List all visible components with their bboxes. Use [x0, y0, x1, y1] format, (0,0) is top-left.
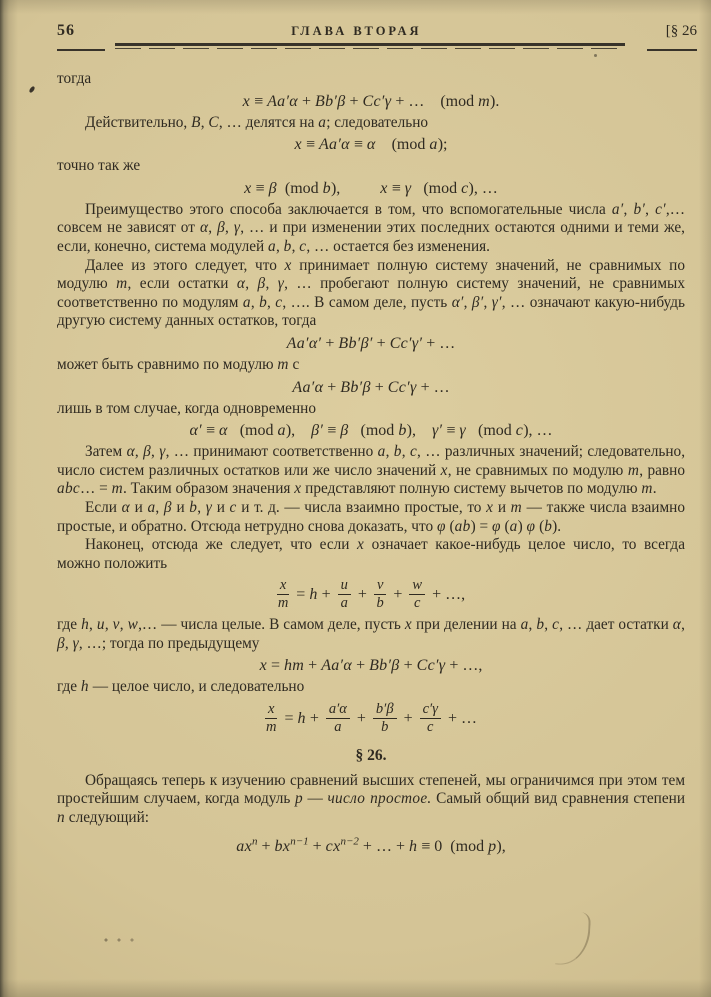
- paragraph-dalee: Далее из этого следует, что x принимает полную систему значений, не сравнимых по модулю m, если остатки α, β, γ, … пробегают полную систему значений, не сравнимых соответственно по модулям a, b, c, …. В самом деле, пусть α′, β′, γ′, … означают какую-нибудь другую систему данных остатков, тогда: [57, 256, 685, 330]
- fraction-v-over-b: $\frac{v}{b}$: [374, 578, 386, 611]
- paragraph-zatem: Затем α, β, γ, … принимают соответственно a, b, c, … различных значений; следовательно, число систем различных остатков или же число значений x, не сравнимых по модулю m, равно abc… = m. Таким образом значения x представляют полную систему вычетов по модулю m.: [57, 443, 686, 498]
- fraction-x-over-m: $\frac{x}{m}$: [277, 577, 289, 612]
- display-formula-3: x ≡ β (mod b), x ≡ γ (mod c), …: [244, 179, 498, 197]
- rule-segment-dashed: [115, 48, 625, 49]
- italic-phrase-chislo-prostoe: число простое.: [327, 790, 432, 808]
- display-formula-4: Aa′α′ + Bb′β′ + Cc′γ′ + …: [286, 334, 456, 352]
- section-heading-26: § 26.: [355, 747, 387, 765]
- lead-in-tochno-tak-zhe: точно так же: [57, 157, 141, 175]
- display-formula-9-fractions: $\frac{x}{m}$ = h + $\frac{a'\alpha}{a}$ + $\frac{b'\beta}{b}$ + $\frac{c'\gamma}{c}$ + …: [266, 701, 477, 736]
- fraction-u-over-a: $\frac{u}{a}$: [338, 578, 351, 611]
- paragraph-deistvitelno: Действительно, B, C, … делятся на a; следовательно: [85, 113, 429, 131]
- running-chapter-title: ГЛАВА ВТОРАЯ: [291, 24, 422, 38]
- ink-speck-small: [594, 54, 597, 57]
- fraction-a-alpha-over-a: $\frac{a'\alpha}{a}$: [326, 702, 350, 735]
- line-lish-v-tom: лишь в том случае, когда одновременно: [57, 399, 316, 417]
- paragraph-preimushchestvo: Преимущество этого способа заключается в том, что вспомогательные числа a′, b′, c′,… совсем не зависят от α, β, γ, … и при изменении этих последних остаются одними и теми же, если, конечно, система модулей a, b, c, … остается без изменения.: [57, 200, 686, 255]
- page-header: [57, 22, 697, 40]
- line-mozhet-byt: может быть сравнимо по модулю m с: [57, 355, 300, 373]
- lead-in-togda: тогда: [57, 70, 92, 87]
- page-number: 56: [57, 22, 75, 39]
- paragraph-esli: Если α и a, β и b, γ и c и т. д. — числа взаимно простые, то x и m — также числа взаимно простые, и обратно. Отсюда нетрудно снова доказать, что φ (ab) = φ (a) φ (b).: [57, 498, 686, 535]
- rule-segment-left: [57, 49, 105, 51]
- display-formula-7-fractions: $\frac{x}{m}$ = h + $\frac{u}{a}$ + $\frac{v}{b}$ + $\frac{w}{c}$ + …,: [277, 577, 466, 612]
- paragraph-gde-h-u-v-w: где h, u, v, w,… — числа целые. В самом деле, пусть x при делении на a, b, c, … дает остатки α, β, γ, …; тогда по предыдущему: [57, 616, 685, 652]
- rule-segment-right: [647, 49, 697, 51]
- line-gde-h-tseloe: где h — целое число, и следовательно: [57, 678, 305, 696]
- paragraph-obrashchayas: Обращаясь теперь к изучению сравнений высших степеней, мы ограничимся при этом тем простейшим случаем, когда модуль p — число простое. Самый общий вид сравнения степени n следующий:: [57, 771, 686, 826]
- display-formula-2: x ≡ Aa′α ≡ α (mod a);: [294, 136, 448, 154]
- paragraph-nakonets: Наконец, отсюда же следует, что если x означает какое-нибудь целое число, то всегда можно положить: [57, 536, 685, 572]
- display-formula-6: α′ ≡ α (mod a), β′ ≡ β (mod b), γ′ ≡ γ (mod c), …: [189, 422, 553, 440]
- display-formula-1: x ≡ Aa′α + Bb′β + Cc′γ + … (mod m).: [242, 92, 500, 110]
- faint-dots-artifact: [103, 938, 137, 942]
- fraction-c-gamma-over-c: $\frac{c'\gamma}{c}$: [420, 702, 441, 735]
- fraction-x-over-m-2: $\frac{x}{m}$: [266, 701, 277, 736]
- display-formula-10: $ax^n + bx^{n-1} + cx^{n-2}$ + … + h ≡ 0 (mod p),: [236, 836, 506, 856]
- header-rule: [57, 43, 697, 52]
- running-section-ref: [§ 26: [665, 23, 697, 39]
- ink-speck: [29, 85, 36, 93]
- text-column: [57, 70, 685, 859]
- fraction-w-over-c: $\frac{w}{c}$: [409, 578, 425, 611]
- display-formula-8: x = hm + Aa′α + Bb′β + Cc′γ + …,: [259, 657, 483, 675]
- pencil-bracket-mark: [555, 911, 591, 965]
- display-formula-5: Aa′α + Bb′β + Cc′γ + …: [292, 378, 450, 396]
- rule-segment-main: [115, 43, 625, 46]
- fraction-b-beta-over-b: $\frac{b'\beta}{b}$: [373, 702, 397, 735]
